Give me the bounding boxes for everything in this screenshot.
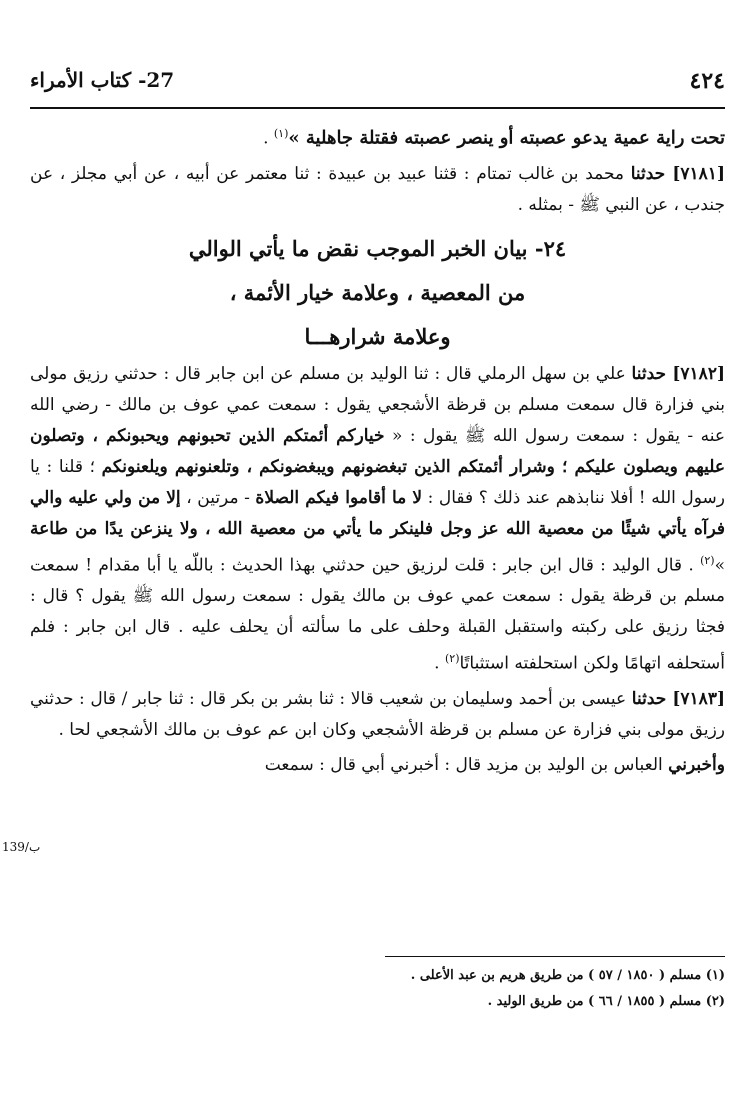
text: »	[714, 555, 725, 576]
hadith-lead: حدثنا	[631, 363, 673, 384]
heading-line-1: ٢٤- بيان الخبر الموجب نقض ما يأتي الوالي	[188, 235, 567, 261]
hadith-lead: وأخبرني	[668, 754, 725, 775]
paragraph-continuation	[30, 118, 725, 155]
hadith-chain: محمد بن غالب تمتام : قثنا عبيد بن عبيدة : ثنا معتمر عن أبيه ، عن أبي مجلز ، عن جندب ، عن النبي ﷺ - بمثله .	[30, 163, 725, 215]
hadith-7181	[30, 159, 725, 221]
hadith-lead: حدثنا	[631, 688, 673, 709]
hadith-7183	[30, 684, 725, 746]
hadith-lead: حدثنا	[630, 163, 673, 184]
hadith-7182	[30, 359, 725, 680]
footnote-marker: (١)	[273, 127, 289, 140]
footnote-rule	[385, 956, 725, 957]
page-header	[30, 66, 725, 104]
hadith-chain: عيسى بن أحمد وسليمان بن شعيب قالا : ثنا بشر بن بكر قال : ثنا جابر / قال : حدثني رزيق مولى بني فزارة عن مسلم بن قرظة الأشجعي وكان ابن عم عوف بن مالك الأشجعي لحا .	[30, 688, 725, 740]
text: ؛ قلنا : يا رسول الله ! أفلا ننابذهم عند ذلك ؟ فقال :	[30, 456, 725, 508]
hadith-number: [٧١٨٢]	[672, 363, 725, 384]
text: .	[263, 128, 274, 149]
chapter-heading	[30, 227, 725, 359]
hadith-chain: العباس بن الوليد بن مزيد قال : أخبرني أبي قال : سمعت	[264, 754, 669, 775]
footnote-2: (٢) مسلم ( ١٨٥٥ / ٦٦ ) من طريق الوليد .	[487, 994, 725, 1009]
text: . قال الوليد : قال ابن جابر : قلت لرزيق حين حدثني بهذا الحديث : باللّه يا أبا مقدام ! سمعت مسلم بن قرظة يقول : سمعت عمي عوف بن مالك يقول : سمعت رسول الله ﷺ يقول ؟ قال : فجثا رزيق على ركبته واستقبل القبلة وحلف على ما سألته أن يحلف عليه . قال ابن جابر : فلم أستحلفه اتهامًا ولكن استحلفته استثباتًا	[30, 555, 725, 674]
page-number: ٤٢٤	[689, 68, 725, 94]
hadith-chain: علي بن سهل الرملي قال : ثنا الوليد بن مسلم عن ابن جابر قال : حدثني رزيق مولى بني فزارة قال سمعت مسلم بن قرظة الأشجعي يقول : سمعت عمي عوف بن مالك - رضي الله عنه - يقول : سمعت رسول الله ﷺ يقول : «	[30, 363, 725, 446]
hadith-text-bold: لا ما أقاموا فيكم الصلاة	[255, 487, 423, 508]
hadith-number: [٧١٨٣]	[672, 688, 725, 709]
main-text	[30, 118, 725, 785]
manuscript-folio-note: 139/ب	[2, 840, 41, 854]
hadith-text-bold: تحت راية عمية يدعو عصبته أو ينصر عصبته فقتلة جاهلية »	[288, 127, 725, 149]
header-rule	[30, 107, 725, 109]
footnote-marker: (٢)	[444, 652, 460, 666]
hadith-number: [٧١٨١]	[672, 163, 725, 184]
hadith-text-bold: إلا من ولي عليه والي فرآه يأتي شيئًا من معصية الله عز وجل فلينكر ما يأتي من معصية الله ، ولا ينزعن يدًا من طاعة	[30, 487, 725, 539]
text: .	[434, 653, 445, 674]
heading-line-3: وعلامة شرارهـــا	[304, 323, 451, 349]
hadith-text-bold: خياركم أئمتكم الذين تحبونهم ويحبونكم ، وتصلون عليهم ويصلون عليكم ؛ وشرار أئمتكم الذين تبغضونهم ويبغضونكم ، وتلعنونهم ويلعنونكم	[30, 425, 725, 477]
footnotes	[30, 963, 725, 1015]
text: - مرتين ،	[180, 487, 256, 508]
running-title: 27- كتاب الأمراء	[30, 68, 175, 92]
footnote-marker: (٢)	[700, 553, 715, 567]
hadith-continuation	[30, 750, 725, 781]
heading-line-2: من المعصية ، وعلامة خيار الأئمة ،	[229, 279, 526, 305]
footnote-1: (١) مسلم ( ١٨٥٠ / ٥٧ ) من طريق هريم بن عبد الأعلى .	[410, 968, 725, 983]
